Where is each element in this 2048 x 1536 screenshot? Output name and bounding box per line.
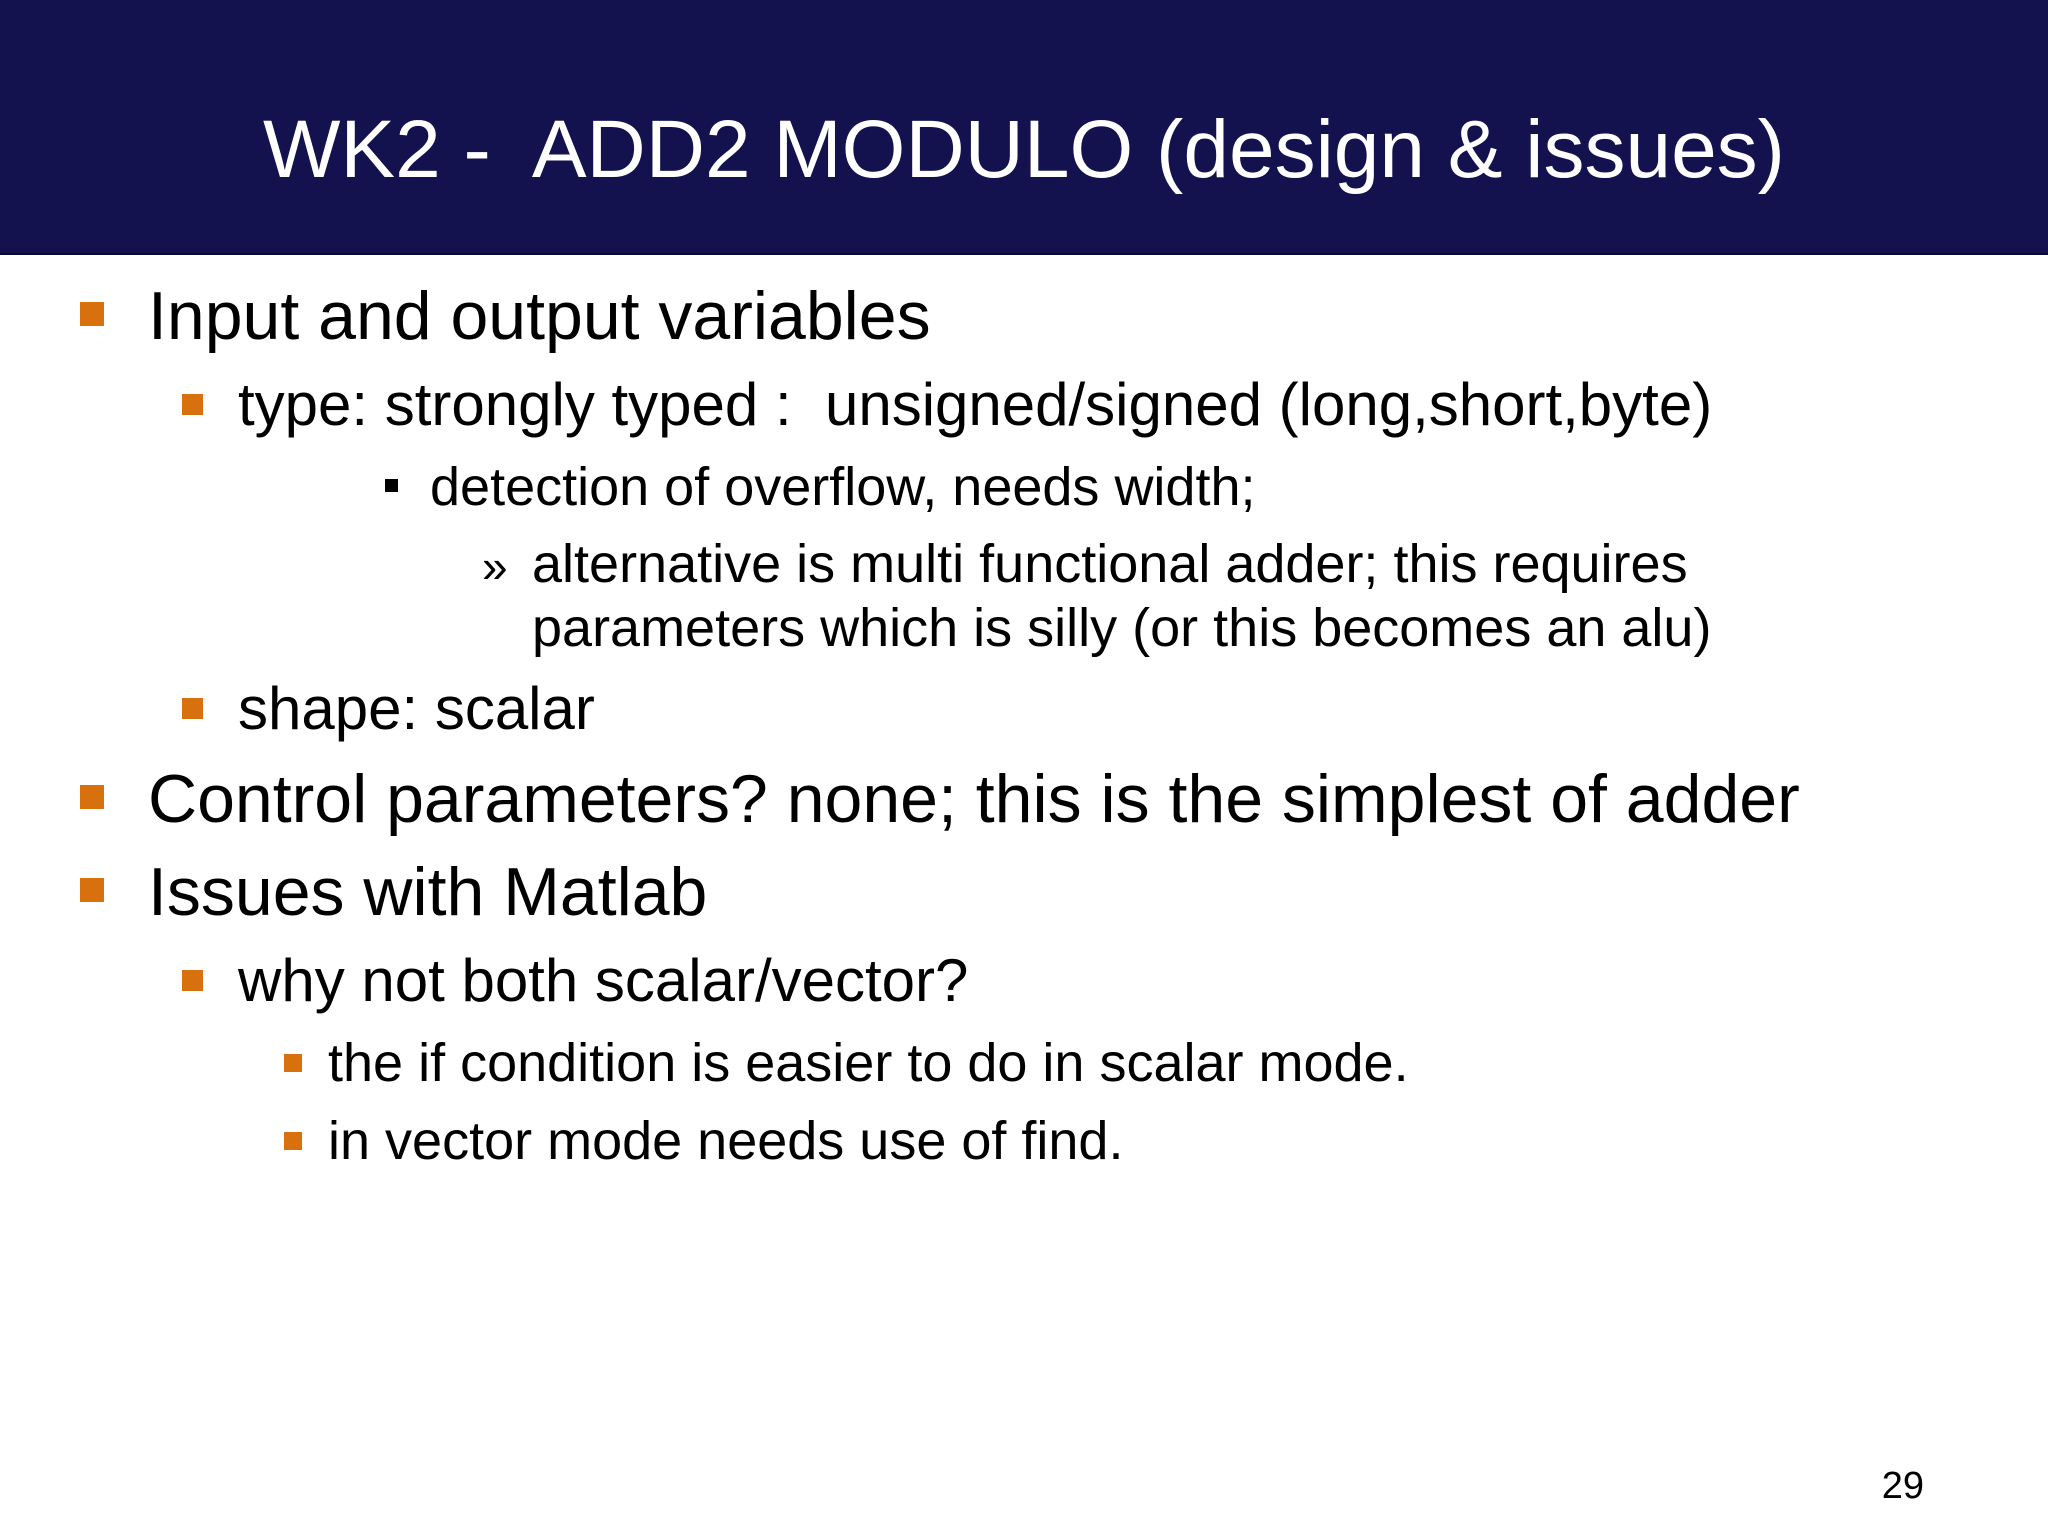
page-number: 29 <box>1881 1465 1924 1507</box>
bullet-text-level-1: Issues with Matlab <box>148 854 708 930</box>
bullet-text-level-4: alternative is multi functional adder; this requires <box>532 534 1688 594</box>
bullet-text-level-1: Input and output variables <box>148 278 931 354</box>
bullet-text-level-3: the if condition is easier to do in scalar mode. <box>328 1033 1409 1093</box>
bullet-square-icon <box>182 698 203 719</box>
slide-title: WK2 - ADD2 MODULO (design & issues) <box>263 104 1785 195</box>
bullet-text-level-1: Control parameters? none; this is the simplest of adder <box>148 761 1800 837</box>
bullet-square-icon <box>80 878 104 902</box>
title-bar <box>0 0 2048 255</box>
bullet-text-level-2: why not both scalar/vector? <box>238 947 969 1014</box>
bullet-square-icon <box>182 970 203 991</box>
bullet-text-level-2: type: strongly typed : unsigned/signed (long,short,byte) <box>238 371 1713 438</box>
bullet-text-level-2: shape: scalar <box>238 675 595 742</box>
bullet-square-icon <box>284 1054 302 1072</box>
bullet-square-icon <box>385 479 398 492</box>
raquo-marker: » <box>482 540 508 592</box>
bullet-square-icon <box>80 302 104 326</box>
bullet-square-icon <box>80 785 104 809</box>
bullet-square-icon <box>182 394 203 415</box>
bullet-square-icon <box>284 1132 302 1150</box>
bullet-text-level-3: detection of overflow, needs width; <box>430 457 1256 517</box>
bullet-text-level-4-continuation: parameters which is silly (or this becomes an alu) <box>532 598 1712 658</box>
bullet-text-level-3: in vector mode needs use of find. <box>328 1111 1124 1171</box>
